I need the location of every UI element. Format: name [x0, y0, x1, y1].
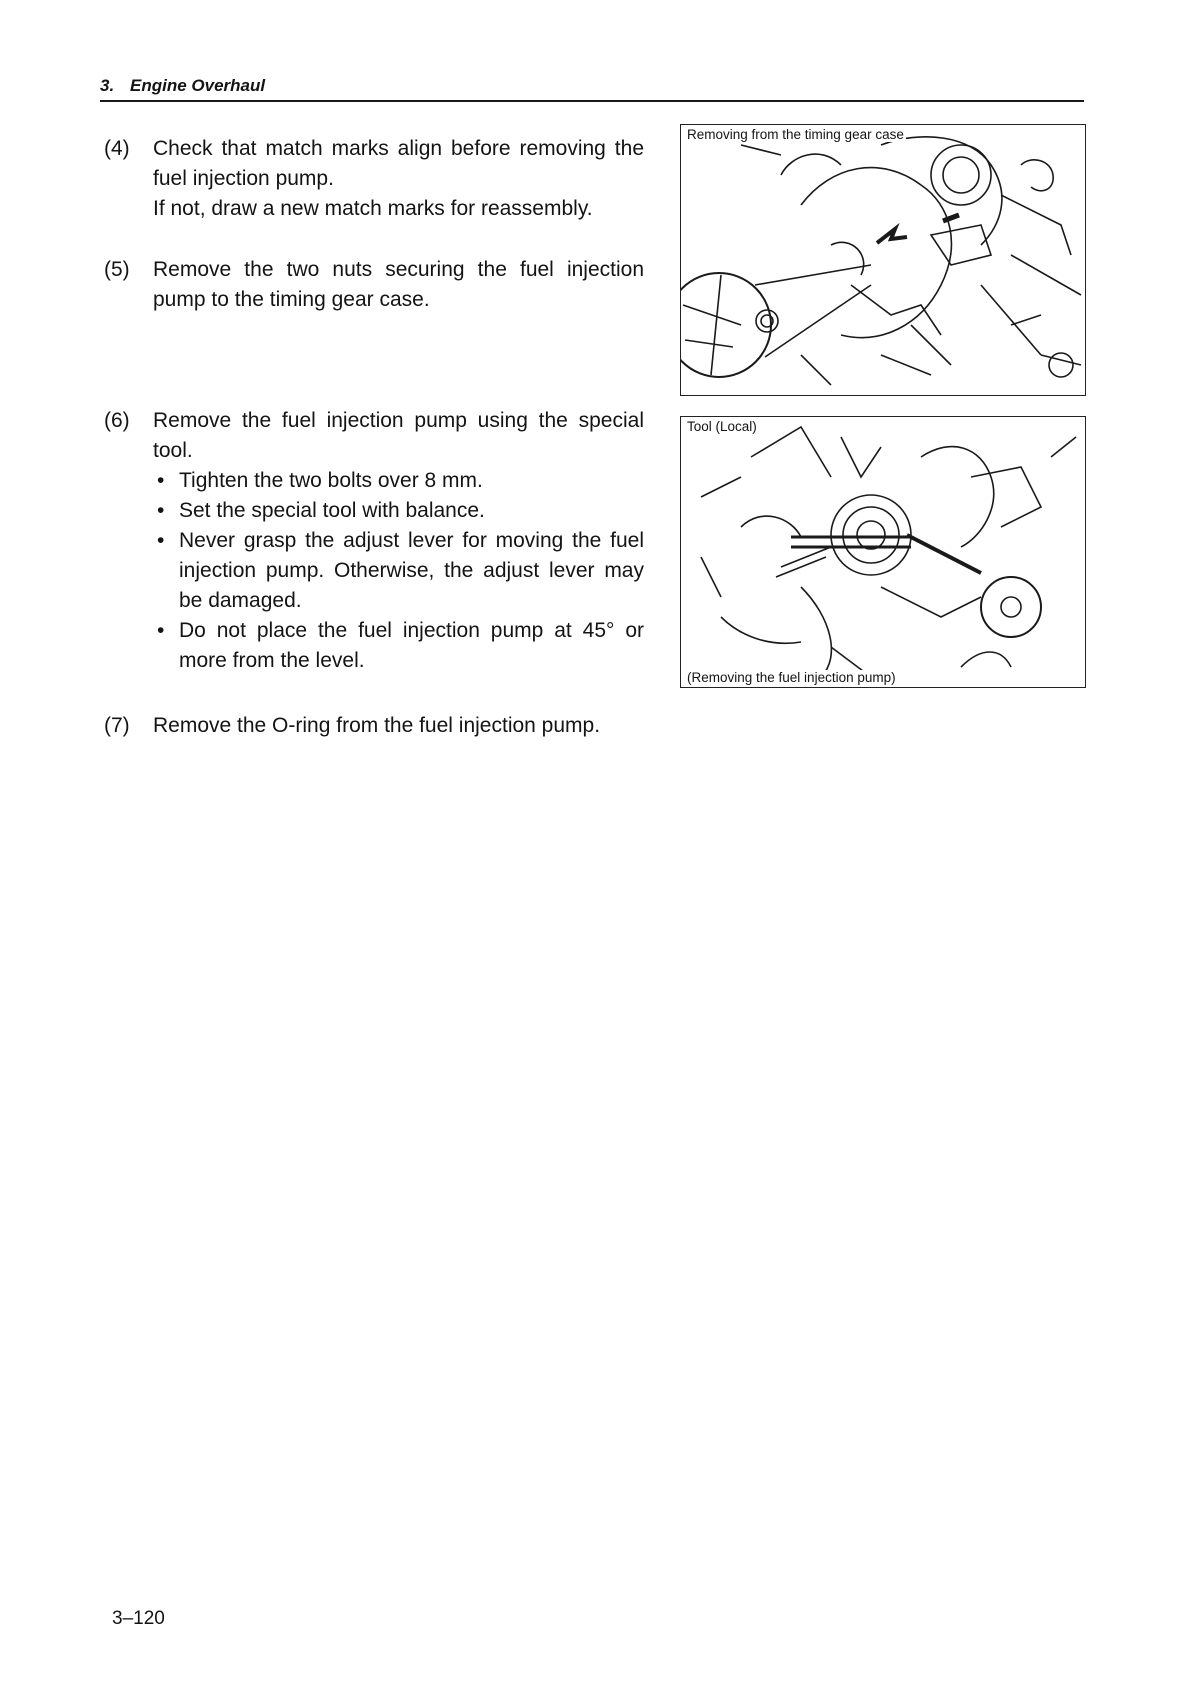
step-number: (4) [104, 137, 130, 160]
step-text: Remove the fuel injection pump using the special tool. [153, 409, 644, 462]
figure-timing-gear-case [680, 124, 1086, 396]
page-number: 3–120 [112, 1608, 165, 1629]
figure-caption: (Removing the fuel injection pump) [687, 670, 896, 685]
step-6 [104, 406, 644, 676]
figure-caption: Removing from the timing gear case [687, 127, 904, 142]
figure-caption: Tool (Local) [687, 419, 757, 434]
step-5 [104, 255, 644, 315]
figure-special-tool [680, 416, 1086, 688]
tool-illustration [681, 417, 1085, 687]
step-7 [104, 711, 644, 741]
engine-illustration [681, 125, 1085, 395]
bullet-list [153, 466, 644, 676]
list-item: • Do not place the fuel injection pump at 45° or more from the level. [157, 619, 644, 672]
step-text: Remove the two nuts securing the fuel injection pump to the timing gear case. [153, 258, 644, 311]
list-item: • Set the special tool with balance. [157, 499, 485, 522]
page-header [100, 74, 1084, 102]
step-number: (7) [104, 714, 130, 737]
section-number: 3. [100, 76, 115, 95]
step-number: (5) [104, 258, 130, 281]
list-item: • Never grasp the adjust lever for moving the fuel injection pump. Otherwise, the adjust lever may be damaged. [157, 529, 644, 612]
step-number: (6) [104, 409, 130, 432]
section-title: Engine Overhaul [130, 76, 266, 95]
step-text: Check that match marks align before removing the fuel injection pump. [153, 137, 644, 190]
step-text: If not, draw a new match marks for reassembly. [153, 197, 593, 220]
step-text: Remove the O-ring from the fuel injection pump. [153, 714, 601, 737]
list-item: • Tighten the two bolts over 8 mm. [157, 469, 483, 492]
step-4 [104, 134, 644, 224]
